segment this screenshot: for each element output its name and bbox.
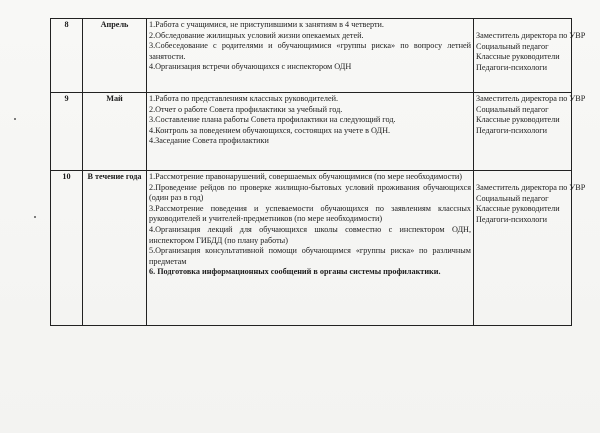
task-item: 4.Заседание Совета профилактики [149,136,269,146]
task-item: 6. Подготовка информационных сообщений в органы системы профилактики. [149,267,441,277]
responsible-person: Заместитель директора по УВР [476,183,586,192]
responsible-cell [474,19,586,93]
margin-mark [14,118,16,120]
month-cell: В течение года [83,171,147,326]
task-item: 4.Контроль за поведением обучающихся, состоящих на учете в ОДН. [149,125,391,135]
tasks-cell [147,93,474,171]
month-cell: Апрель [83,19,147,93]
responsible-person: Педагоги-психологи [476,62,548,72]
task-item: 4.Организация встречи обучающихся с инспектором ОДН [149,62,352,72]
task-item: 1.Работа по представлениям классных руководителей. [149,94,339,103]
task-item: 5.Организация консультативной помощи обучающимся «группы риска» по различным предметам [149,246,471,266]
task-item: 3.Собеседование с родителями и обучающимися «группы риска» по вопросу летней занятости. [149,41,471,61]
month-cell: Май [83,93,147,171]
margin-mark [34,216,36,218]
task-item: 3.Составление плана работы Совета профилактики на следующий год. [149,115,396,125]
row-number: 9 [51,93,83,171]
responsible-person: Социальный педагог [476,104,549,114]
responsible-person: Заместитель директора по УВР [476,94,586,103]
task-item: 3.Рассмотрение поведения и успеваемости обучающихся по заявлениям классных руководителей и учителей-предметников (по мере необходимости) [149,203,471,224]
responsible-person: Педагоги-психологи [476,125,548,135]
responsible-person: Классные руководители [476,52,560,62]
table-row [51,171,572,326]
task-item: 4.Организация лекций для обучающихся школы совместно с инспектором ОДН, инспектором ГИБДД (по плану работы) [149,224,471,245]
table-row [51,19,572,93]
responsible-person: Заместитель директора по УВР [476,31,586,40]
task-item: 2.Проведение рейдов по проверке жилищно-бытовых условий проживания обучающихся (один раз в год) [149,182,471,203]
task-item: 1.Рассмотрение правонарушений, совершаемых обучающимися (по мере необходимости) [149,172,462,181]
responsible-cell [474,93,586,171]
task-item: 1.Работа с учащимися, не приступившими к занятиям в 4 четверти. [149,20,384,29]
tasks-cell [147,171,474,326]
row-number: 10 [51,171,83,326]
responsible-person: Классные руководители [476,204,560,214]
responsible-person: Социальный педагог [476,193,549,203]
responsible-person: Педагоги-психологи [476,214,548,224]
task-item: 2.Отчет о работе Совета профилактики за учебный год. [149,104,343,114]
responsible-person: Классные руководители [476,115,560,125]
prevention-plan-table [50,18,586,326]
responsible-cell [474,171,586,326]
responsible-person: Социальный педагог [476,41,549,51]
table-row [51,93,572,171]
task-item: 2.Обследование жилищных условий жизни опекаемых детей. [149,30,364,40]
row-number: 8 [51,19,83,93]
tasks-cell [147,19,474,93]
